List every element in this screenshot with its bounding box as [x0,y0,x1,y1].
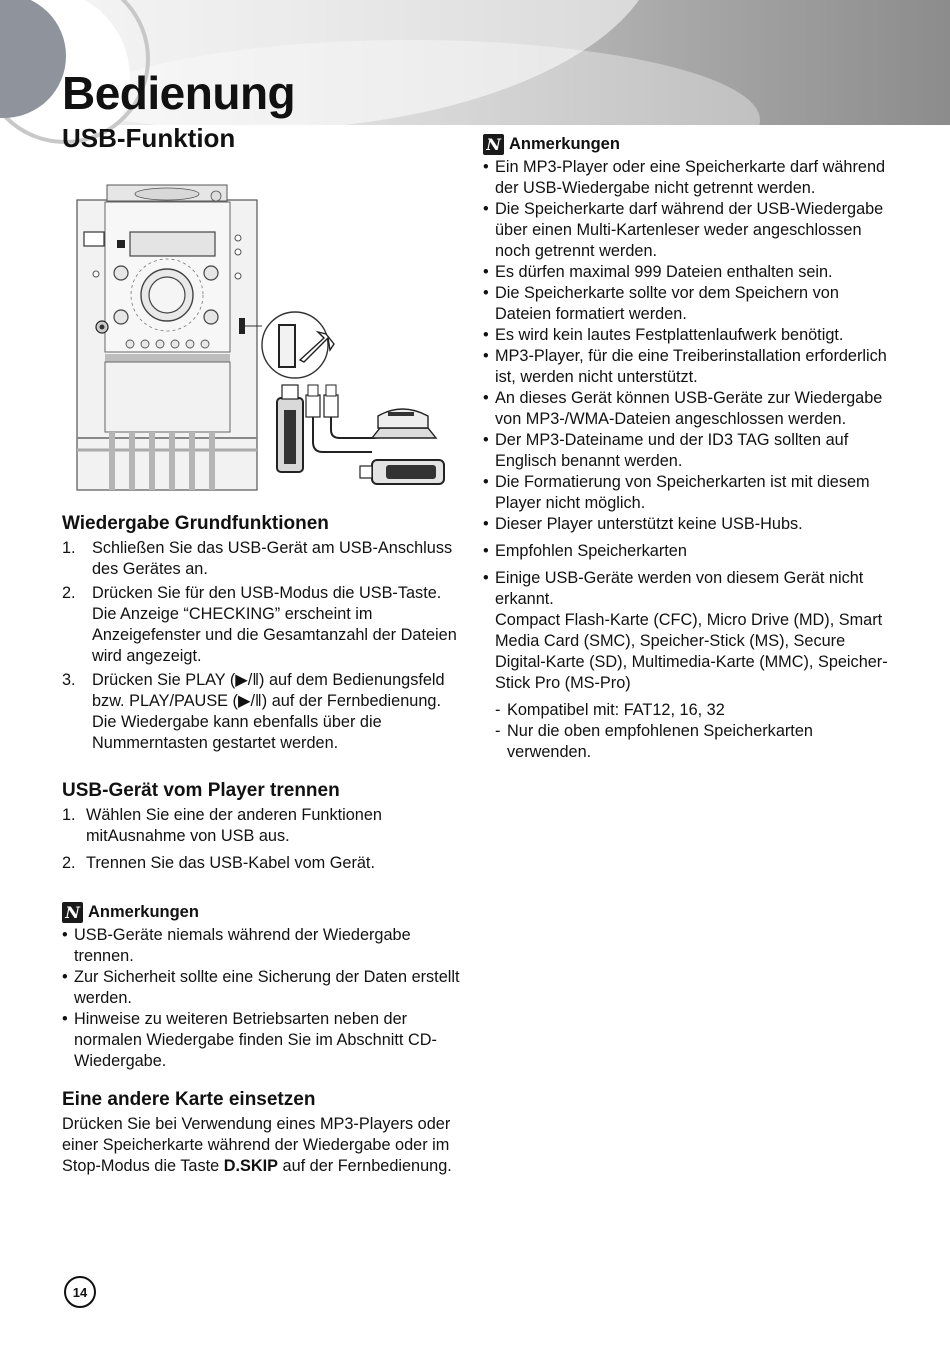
list-item: 1. Wählen Sie eine der anderen Funktionen mitAusnahme von USB aus. [62,806,382,845]
notes-heading-left: N Anmerkungen [62,902,462,923]
list-item: • Hinweise zu weiteren Betriebsarten neben der normalen Wiedergabe finden Sie im Abschnitt CD-Wiedergabe. [62,1009,462,1072]
list-item: • Einige USB-Geräte werden von diesem Gerät nicht erkannt. Compact Flash-Karte (CFC), Micro Drive (MD), Smart Media Card (SMC), Speicher-Stick (MS), Secure Digital-Karte (SD), Multimedia-Karte (MMC), Speicher-Stick Pro (MS-Pro) [483,568,898,694]
list-item: - Kompatibel mit: FAT12, 16, 32 [483,700,898,721]
unrecognized-devices [483,568,898,694]
heading-basic-playback: Wiedergabe Grundfunktionen [62,513,329,534]
section-title: USB-Funktion [62,123,236,153]
list-item: • Die Formatierung von Speicherkarten ist mit diesem Player nicht möglich. [483,472,898,514]
heading-disconnect-usb: USB-Gerät vom Player trennen [62,780,340,801]
list-item: 2. Trennen Sie das USB-Kabel vom Gerät. [62,854,375,872]
compatibility-list [483,700,898,763]
notes-list-right [483,157,898,535]
list-item: • Es dürfen maximal 999 Dateien enthalten sein. [483,262,898,283]
list-item: • Ein MP3-Player oder eine Speicherkarte darf während der USB-Wiedergabe nicht getrennt werden. [483,157,898,199]
list-item: 2. Drücken Sie für den USB-Modus die USB-Taste. Die Anzeige “CHECKING” erscheint im Anzeigefenster und die Gesamtanzahl der Dateien wird angezeigt. [62,584,457,665]
notes-heading-right: N Anmerkungen [483,134,898,155]
list-item: 1. Schließen Sie das USB-Gerät am USB-Anschluss des Gerätes an. [62,539,453,578]
list-item: • Es wird kein lautes Festplattenlaufwerk benötigt. [483,325,898,346]
page-number: 14 [64,1276,96,1308]
list-item: 3. Drücken Sie PLAY (▶/ǁ) auf dem Bedienungsfeld bzw. PLAY/PAUSE (▶/ǁ) auf der Fernbedienung. Die Wiedergabe kann ebenfalls über die Nummerntasten gestartet werden. [62,671,445,752]
disconnect-usb-steps [62,805,462,874]
basic-playback-steps [62,538,462,754]
recommended-cards [483,541,898,562]
usb-port [239,318,245,334]
usb-connection-illustration [72,180,452,500]
list-item: • USB-Geräte niemals während der Wiedergabe trennen. [62,925,462,967]
list-item: • Dieser Player unterstützt keine USB-Hubs. [483,514,898,535]
list-item: • An dieses Gerät können USB-Geräte zur Wiedergabe von MP3-/WMA-Dateien angeschlossen werden. [483,388,898,430]
left-column [62,512,462,1177]
heading-insert-other-card: Eine andere Karte einsetzen [62,1089,316,1110]
card-type-list: Compact Flash-Karte (CFC), Micro Drive (MD), Smart Media Card (SMC), Speicher-Stick (MS), Secure Digital-Karte (SD), Multimedia-Karte (MMC), Speicher-Stick Pro (MS-Pro) [495,611,888,692]
insert-card-paragraph: Drücken Sie bei Verwendung eines MP3-Players oder einer Speicherkarte während der Wiedergabe oder im Stop-Modus die Taste D.SKIP auf der Fernbedienung. [62,1115,452,1175]
card-reader [372,428,436,438]
list-item: • Der MP3-Dateiname und der ID3 TAG sollten auf Englisch benannt werden. [483,430,898,472]
right-column [483,134,898,763]
page-title: Bedienung [62,67,296,119]
list-item: • Empfohlen Speicherkarten [483,541,898,562]
list-item: - Nur die oben empfohlenen Speicherkarten verwenden. [483,721,898,763]
list-item: • Zur Sicherheit sollte eine Sicherung der Daten erstellt werden. [62,967,462,1009]
notes-list-left [62,925,462,1072]
note-n-icon: N [62,902,83,923]
list-item: • Die Speicherkarte sollte vor dem Speichern von Dateien formatiert werden. [483,283,898,325]
note-n-icon: N [483,134,504,155]
list-item: • MP3-Player, für die eine Treiberinstallation erforderlich ist, werden nicht unterstützt. [483,346,898,388]
display-window [130,232,215,256]
list-item: • Die Speicherkarte darf während der USB-Wiedergabe über einen Multi-Kartenleser weder angeschlossen noch getrennt werden. [483,199,898,262]
